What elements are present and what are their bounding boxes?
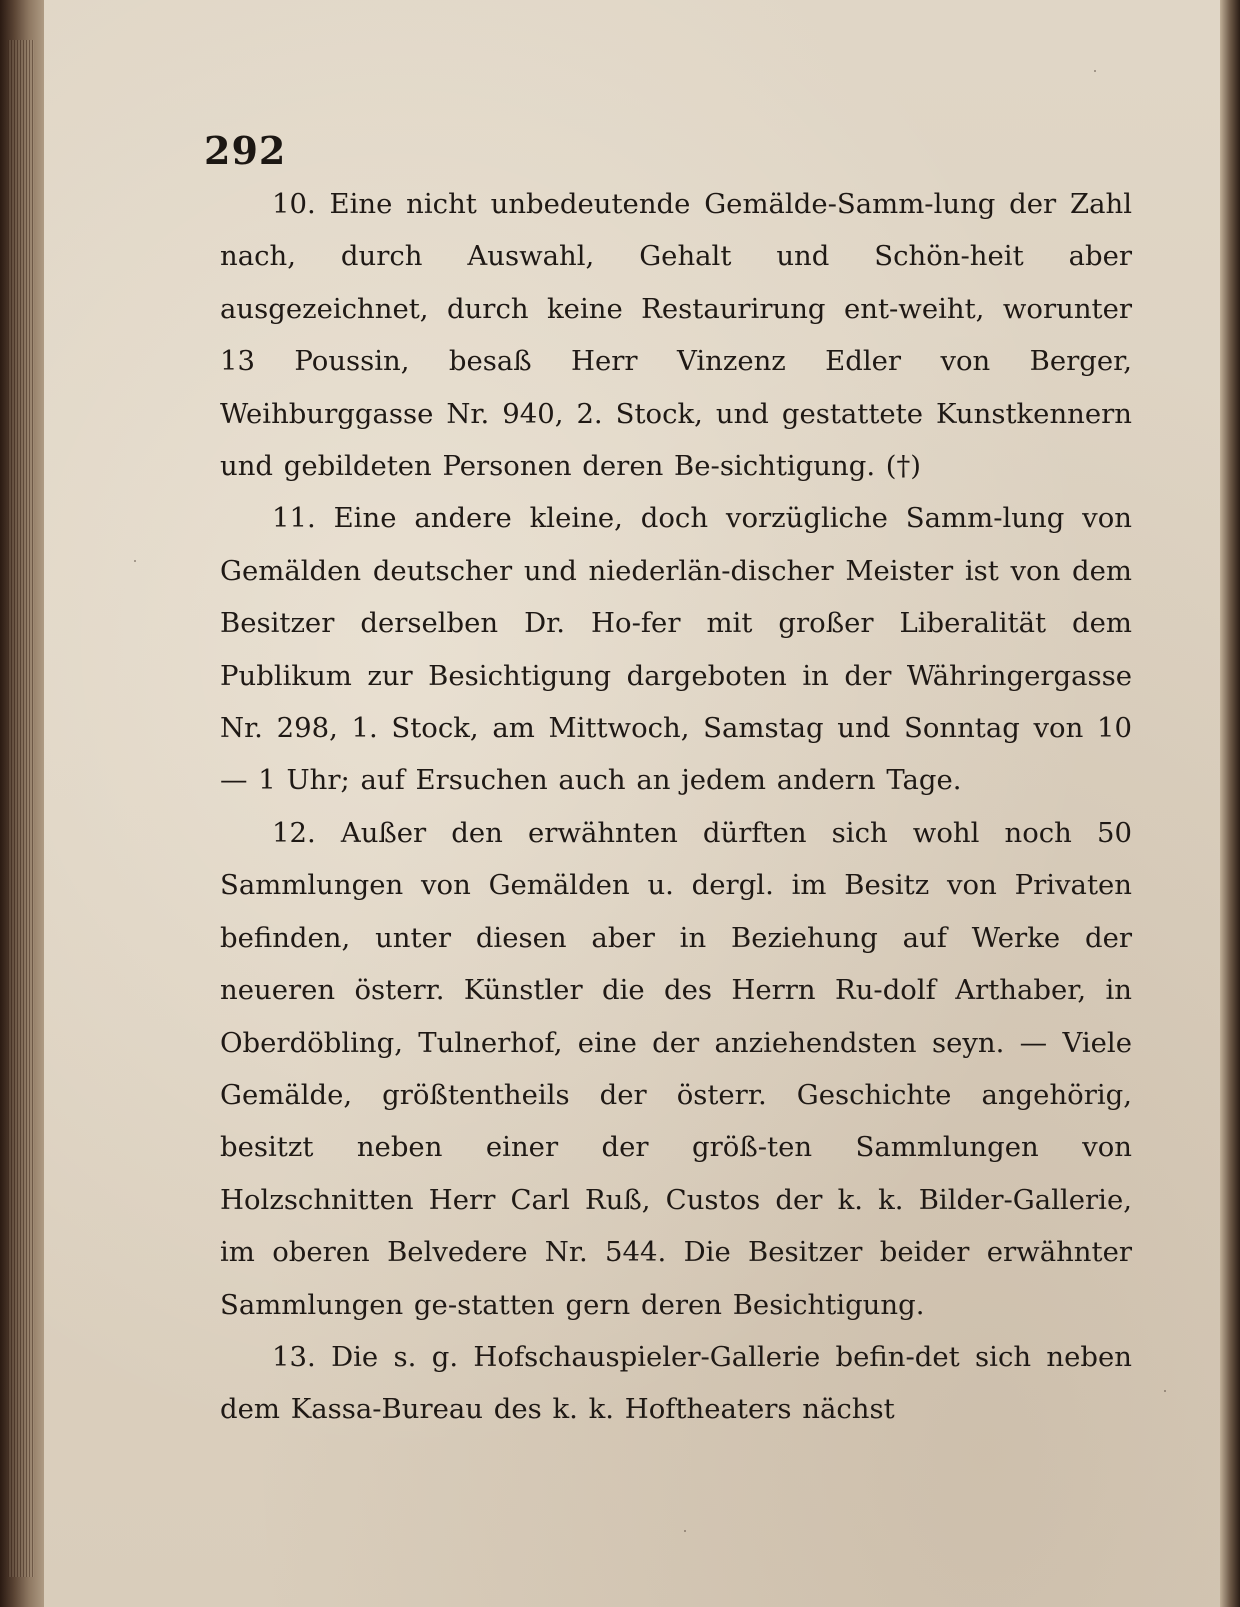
paragraph-12: 12. Außer den erwähnten dürften sich wohl noch 50 Sammlungen von Gemälden u. dergl. im Besitz von Privaten befinden, unter diesen aber in Beziehung auf Werke der neueren österr. Künstler die des Herrn Ru-dolf Arthaber, in Oberdöbling, Tulnerhof, eine der anziehendsten seyn. — Viele Gemälde, größtentheils der österr. Geschichte angehörig, besitzt neben einer der größ-ten Sammlungen von Holzschnitten Herr Carl Ruß, Custos der k. k. Bilder-Gallerie, im oberen Belvedere Nr. 544. Die Besitzer beider erwähnter Sammlungen ge-statten gern deren Besichtigung.: [220, 816, 1132, 1321]
page-number: 292: [204, 128, 287, 173]
paper-speck: [134, 560, 136, 562]
paper-speck: [684, 1530, 686, 1532]
paragraph-11: 11. Eine andere kleine, doch vorzügliche Samm-lung von Gemälden deutscher und niederlän-discher Meister ist von dem Besitzer derselben Dr. Ho-fer mit großer Liberalität dem Publikum zur Besichtigung dargeboten in der Währingergasse Nr. 298, 1. Stock, am Mittwoch, Samstag und Sonntag von 10 — 1 Uhr; auf Ersuchen auch an jedem andern Tage.: [220, 502, 1132, 797]
page: [44, 0, 1222, 1607]
paper-speck: [1164, 1390, 1166, 1392]
paper-speck: [1094, 70, 1096, 72]
paragraph-13: 13. Die s. g. Hofschauspieler-Gallerie befin-det sich neben dem Kassa-Bureau des k. k. Hoftheaters nächst: [220, 1340, 1132, 1426]
book-spine-edge: [0, 0, 48, 1607]
paragraph-10: 10. Eine nicht unbedeutende Gemälde-Samm-lung der Zahl nach, durch Auswahl, Gehalt und Schön-heit aber ausgezeichnet, durch keine Restaurirung ent-weiht, worunter 13 Poussin, besaß Herr Vinzenz Edler von Berger, Weihburggasse Nr. 940, 2. Stock, und gestattete Kunstkennern und gebildeten Personen deren Be-sichtigung. (†): [220, 188, 1132, 483]
body-text: [220, 178, 1132, 1436]
page-edge-right: [1220, 0, 1240, 1607]
